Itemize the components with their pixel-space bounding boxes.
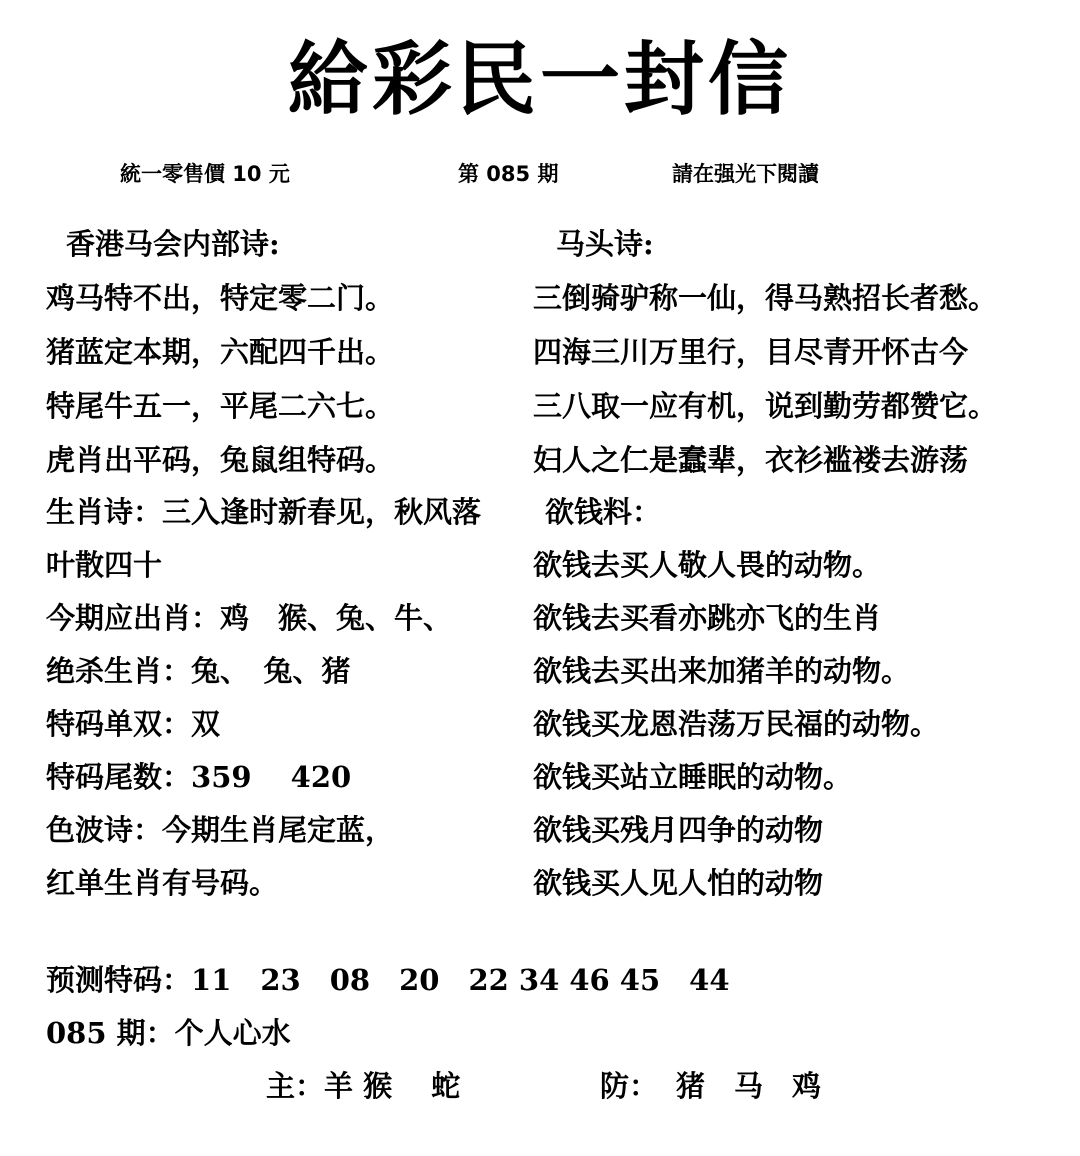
right-poem-line: 三八取一应有机，说到勤劳都赞它。: [533, 389, 998, 423]
reading-note: 請在强光下閱讀: [672, 162, 819, 186]
info-label: 今期应出肖：: [46, 601, 221, 635]
guard-pick: [600, 1066, 821, 1106]
issue-number: 第 085 期: [458, 162, 559, 186]
money-heading: 欲钱料：: [545, 495, 662, 529]
sebo-poem-line1: 色波诗：今期生肖尾定蓝，: [46, 813, 395, 847]
info-value: 兔、 兔、猪: [191, 654, 351, 688]
info-value: 双: [191, 707, 221, 741]
left-poem-line: 特尾牛五一，平尾二六七。: [46, 389, 395, 423]
shengxiao-poem-line1: 生肖诗：三入逢时新春见，秋风落: [46, 495, 482, 529]
info-row: [46, 598, 452, 638]
prediction-label: 预测特码：: [46, 963, 192, 997]
right-heading: 马头诗:: [556, 227, 654, 261]
money-line: 欲钱买人见人怕的动物: [533, 866, 824, 900]
right-poem-line: 四海三川万里行，目尽青开怀古今: [533, 335, 969, 369]
money-line: 欲钱去买人敬人畏的动物。: [533, 548, 882, 582]
left-poem-line: 鸡马特不出，特定零二门。: [46, 281, 395, 315]
shengxiao-poem-line2: 叶散四十: [46, 548, 163, 582]
main-label: 主：: [266, 1069, 325, 1103]
right-poem-line: 妇人之仁是蠢辈，衣衫褴褛去游荡: [533, 443, 969, 477]
info-value: 359 420: [191, 760, 352, 794]
left-heading: 香港马会内部诗:: [66, 227, 280, 261]
main-value: 羊 猴 蛇: [324, 1069, 461, 1103]
info-label: 绝杀生肖：: [46, 654, 192, 688]
prediction-row: [46, 960, 730, 1000]
money-line: 欲钱去买出来加猪羊的动物。: [533, 654, 911, 688]
info-row: [46, 704, 220, 744]
money-line: 欲钱买站立睡眠的动物。: [533, 760, 853, 794]
info-label: 特码尾数：: [46, 760, 192, 794]
info-row: [46, 757, 351, 797]
guard-value: 猪 马 鸡: [676, 1069, 822, 1103]
info-row: [46, 651, 351, 691]
issue-pick: 085 期：个人心水: [46, 1016, 291, 1050]
main-pick: [266, 1066, 460, 1106]
left-poem-line: 虎肖出平码，兔鼠组特码。: [46, 443, 395, 477]
prediction-numbers: 11 23 08 20 22 34 46 45 44: [191, 963, 730, 997]
money-line: 欲钱去买看亦跳亦飞的生肖: [533, 601, 882, 635]
page-title: 給彩民一封信: [288, 33, 792, 126]
left-poem-line: 猪蓝定本期，六配四千出。: [46, 335, 395, 369]
money-line: 欲钱买龙恩浩荡万民福的动物。: [533, 707, 940, 741]
price-label: 統一零售價 10 元: [120, 162, 290, 186]
guard-label: 防：: [600, 1069, 659, 1103]
info-value: 鸡 猴、兔、牛、: [220, 601, 453, 635]
info-label: 特码单双：: [46, 707, 192, 741]
money-line: 欲钱买残月四争的动物: [533, 813, 824, 847]
sebo-poem-line2: 红单生肖有号码。: [46, 866, 279, 900]
right-poem-line: 三倒骑驴称一仙，得马熟招长者愁。: [533, 281, 998, 315]
